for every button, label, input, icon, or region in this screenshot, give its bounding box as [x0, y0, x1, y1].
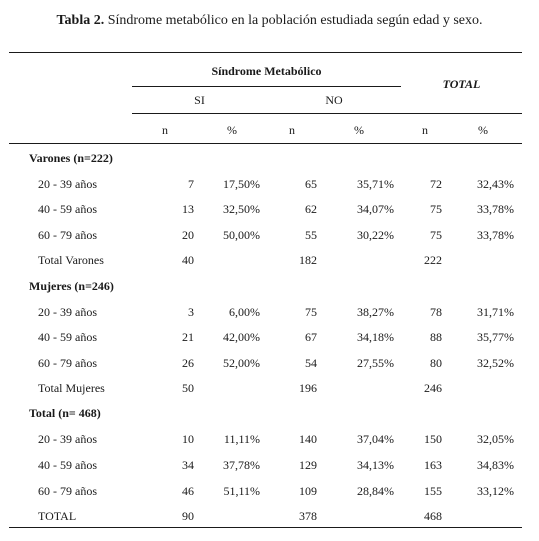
total-pct-header: %: [478, 123, 488, 137]
no-pct-cell: 34,07%: [357, 202, 394, 216]
si-n-cell: 3: [188, 305, 194, 319]
row-label: 20 - 39 años: [38, 432, 97, 446]
si-pct-cell: 42,00%: [223, 330, 260, 344]
row-label: 60 - 79 años: [38, 356, 97, 370]
no-pct-header: %: [354, 123, 364, 137]
total-n-cell: 80: [430, 356, 442, 370]
si-pct-cell: 6,00%: [229, 305, 260, 319]
no-n-header: n: [289, 123, 295, 137]
subtotal-label: Total Mujeres: [38, 381, 105, 395]
si-header: SI: [194, 93, 205, 107]
no-pct-cell: 34,13%: [357, 458, 394, 472]
row-label: 20 - 39 años: [38, 177, 97, 191]
no-pct-cell: 38,27%: [357, 305, 394, 319]
subheader-rule: [132, 113, 522, 114]
group-title: Síndrome Metabólico: [211, 64, 322, 78]
si-pct-cell: 37,78%: [223, 458, 260, 472]
total-n-header: n: [422, 123, 428, 137]
subtotal-label: Total Varones: [38, 253, 104, 267]
no-n-cell: 182: [299, 253, 317, 267]
total-pct-cell: 32,43%: [477, 177, 514, 191]
si-pct-cell: 11,11%: [223, 432, 260, 446]
group-rule: [132, 86, 401, 87]
no-pct-cell: 27,55%: [357, 356, 394, 370]
total-pct-cell: 34,83%: [477, 458, 514, 472]
si-n-cell: 26: [182, 356, 194, 370]
no-n-cell: 140: [299, 432, 317, 446]
no-header: NO: [325, 93, 343, 107]
si-pct-cell: 51,11%: [223, 484, 260, 498]
si-pct-cell: 52,00%: [223, 356, 260, 370]
no-n-cell: 65: [305, 177, 317, 191]
table-caption: [0, 13, 539, 29]
si-pct-cell: 17,50%: [223, 177, 260, 191]
si-n-cell: 13: [182, 202, 194, 216]
no-pct-cell: 28,84%: [357, 484, 394, 498]
bottom-rule: [9, 527, 522, 528]
si-n-cell: 21: [182, 330, 194, 344]
si-pct-header: %: [227, 123, 237, 137]
no-n-cell: 378: [299, 509, 317, 523]
section-title-varones: Varones (n=222): [29, 151, 113, 165]
total-n-cell: 75: [430, 202, 442, 216]
grand-total-label: TOTAL: [38, 509, 77, 523]
total-n-cell: 88: [430, 330, 442, 344]
caption-text: Síndrome metabólico en la población estudiada según edad y sexo.: [104, 13, 483, 28]
total-pct-cell: 33,78%: [477, 228, 514, 242]
total-pct-cell: 35,77%: [477, 330, 514, 344]
header-bottom-rule: [9, 143, 522, 144]
row-label: 40 - 59 años: [38, 330, 97, 344]
no-pct-cell: 35,71%: [357, 177, 394, 191]
si-pct-cell: 50,00%: [223, 228, 260, 242]
top-rule: [9, 52, 522, 53]
row-label: 20 - 39 años: [38, 305, 97, 319]
row-label: 40 - 59 años: [38, 458, 97, 472]
section-title-total: Total (n= 468): [29, 406, 101, 420]
si-n-cell: 10: [182, 432, 194, 446]
total-n-cell: 222: [424, 253, 442, 267]
no-n-cell: 75: [305, 305, 317, 319]
row-label: 40 - 59 años: [38, 202, 97, 216]
no-n-cell: 196: [299, 381, 317, 395]
si-pct-cell: 32,50%: [223, 202, 260, 216]
total-header: TOTAL: [442, 77, 481, 91]
no-n-cell: 54: [305, 356, 317, 370]
no-n-cell: 55: [305, 228, 317, 242]
si-n-cell: 46: [182, 484, 194, 498]
row-label: 60 - 79 años: [38, 228, 97, 242]
caption-label: Tabla 2.: [56, 13, 105, 28]
total-n-cell: 72: [430, 177, 442, 191]
no-pct-cell: 34,18%: [357, 330, 394, 344]
row-label: 60 - 79 años: [38, 484, 97, 498]
total-pct-cell: 32,05%: [477, 432, 514, 446]
total-n-cell: 75: [430, 228, 442, 242]
total-n-cell: 150: [424, 432, 442, 446]
total-pct-cell: 32,52%: [477, 356, 514, 370]
si-n-cell: 40: [182, 253, 194, 267]
si-n-cell: 34: [182, 458, 194, 472]
total-pct-cell: 33,12%: [477, 484, 514, 498]
section-title-mujeres: Mujeres (n=246): [29, 279, 114, 293]
si-n-cell: 90: [182, 509, 194, 523]
total-pct-cell: 31,71%: [477, 305, 514, 319]
total-pct-cell: 33,78%: [477, 202, 514, 216]
no-pct-cell: 30,22%: [357, 228, 394, 242]
si-n-cell: 20: [182, 228, 194, 242]
no-n-cell: 129: [299, 458, 317, 472]
total-n-cell: 78: [430, 305, 442, 319]
no-pct-cell: 37,04%: [357, 432, 394, 446]
total-n-cell: 468: [424, 509, 442, 523]
no-n-cell: 67: [305, 330, 317, 344]
si-n-cell: 50: [182, 381, 194, 395]
no-n-cell: 109: [299, 484, 317, 498]
si-n-cell: 7: [188, 177, 194, 191]
si-n-header: n: [162, 123, 168, 137]
total-n-cell: 155: [424, 484, 442, 498]
total-n-cell: 246: [424, 381, 442, 395]
no-n-cell: 62: [305, 202, 317, 216]
total-n-cell: 163: [424, 458, 442, 472]
